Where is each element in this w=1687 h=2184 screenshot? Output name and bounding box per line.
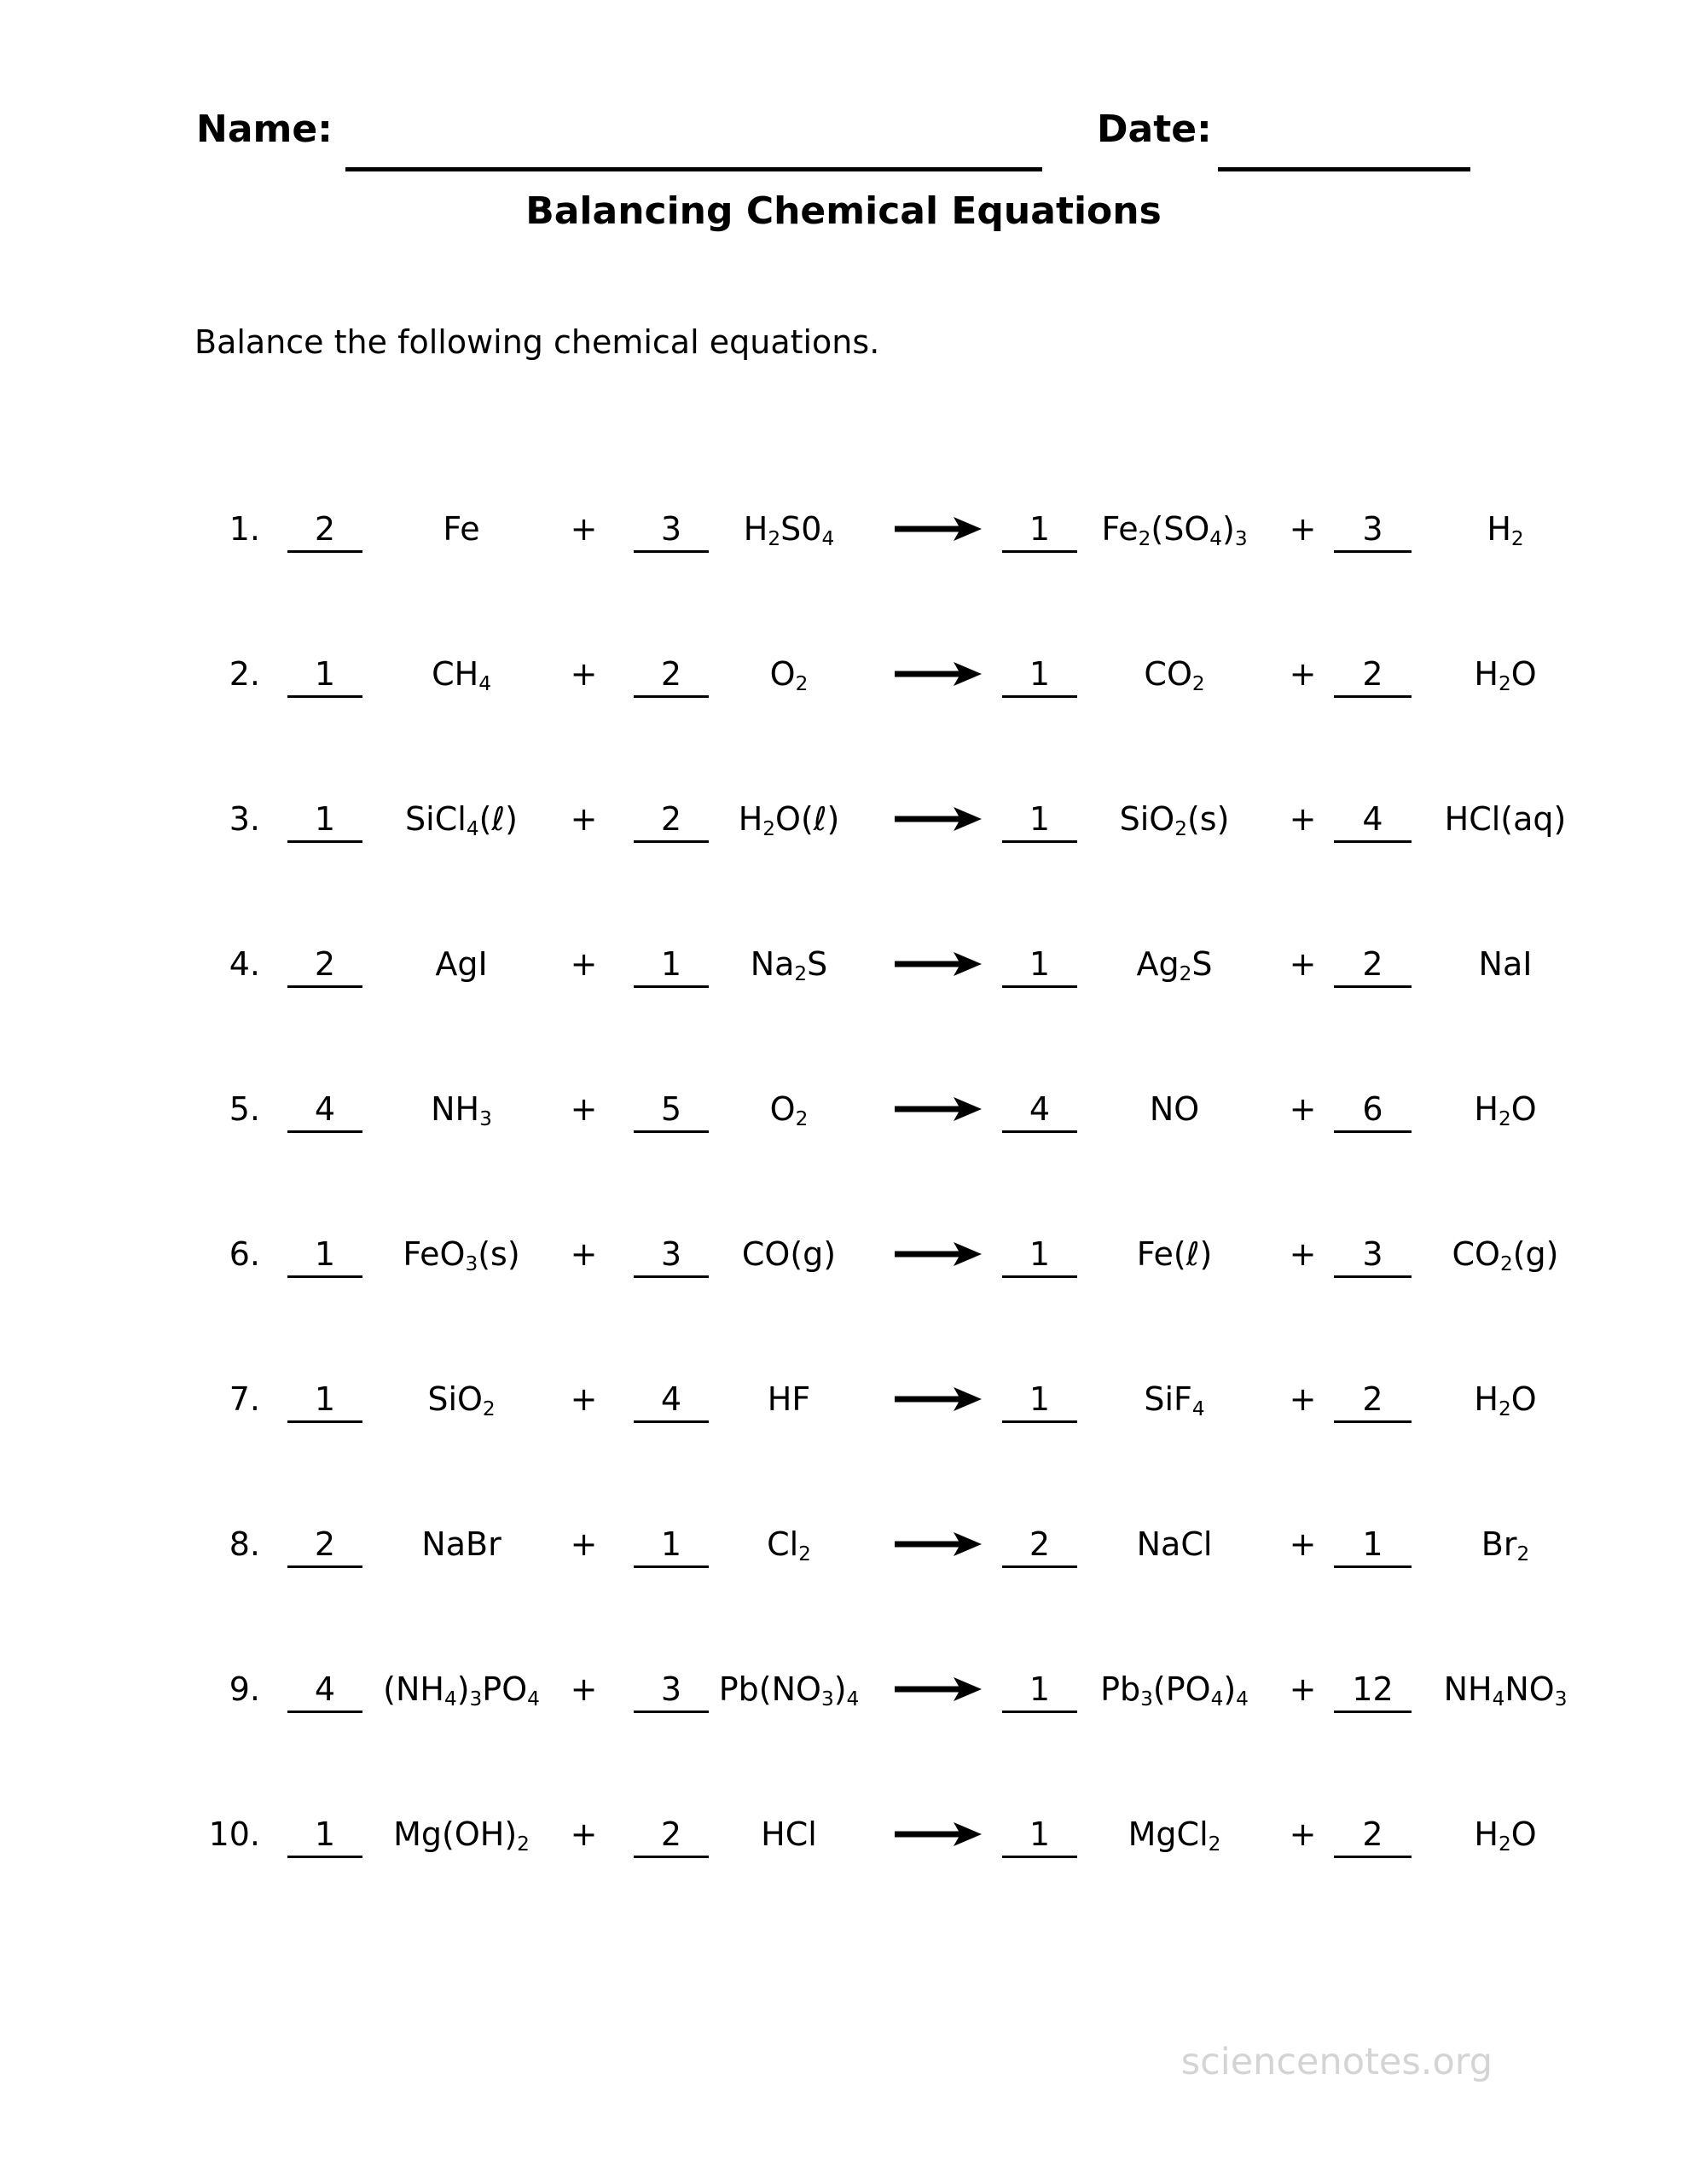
coefficient-value: 1 <box>660 1525 682 1563</box>
blank-underline <box>1002 1275 1077 1278</box>
product-2-formula: $H_2O$ <box>1474 1380 1537 1420</box>
coefficient-blank-4[interactable] <box>1332 642 1413 706</box>
site-watermark: sciencenotes.org <box>1180 2041 1493 2083</box>
product-2-formula: $CO_2(g)$ <box>1452 1235 1559 1275</box>
coefficient-value: 4 <box>660 1380 682 1418</box>
equation-row <box>0 1368 1687 1431</box>
plus-sign: + <box>570 1525 598 1563</box>
date-label: Date: <box>1097 107 1212 151</box>
blank-underline <box>1334 1420 1412 1423</box>
coefficient-blank-1[interactable] <box>286 1803 364 1866</box>
reactant-2-formula: $O_2$ <box>769 1090 809 1130</box>
blank-underline <box>1002 840 1077 843</box>
product-2-formula: NaI <box>1478 945 1533 983</box>
instruction-text: Balance the following chemical equations. <box>194 323 880 361</box>
yields-arrow-icon <box>891 932 985 996</box>
product-2-formula: $H_2$ <box>1487 510 1524 550</box>
coefficient-blank-1[interactable] <box>286 1513 364 1576</box>
reactant-2-formula: $Cl_2$ <box>767 1525 811 1565</box>
blank-underline <box>287 1130 362 1133</box>
reactant-2-formula: $Pb(NO_3)_4$ <box>718 1670 860 1711</box>
plus-sign: + <box>570 1380 598 1418</box>
blank-underline <box>634 1565 709 1568</box>
coefficient-blank-1[interactable] <box>286 642 364 706</box>
coefficient-blank-3[interactable] <box>1000 1223 1079 1286</box>
product-2-formula: HCl(aq) <box>1444 800 1567 838</box>
blank-underline <box>287 1565 362 1568</box>
coefficient-value: 2 <box>1362 1380 1383 1418</box>
coefficient-value: 2 <box>660 655 682 693</box>
blank-underline <box>1334 985 1412 988</box>
yields-arrow-icon <box>891 1803 985 1866</box>
coefficient-value: 1 <box>1029 510 1051 548</box>
equation-number: 4. <box>229 945 260 983</box>
blank-underline <box>1002 695 1077 698</box>
plus-sign: + <box>1289 1380 1317 1418</box>
plus-sign: + <box>570 1235 598 1273</box>
blank-underline <box>1002 1565 1077 1568</box>
plus-sign: + <box>1289 510 1317 548</box>
product-1-formula: NO <box>1149 1090 1200 1128</box>
product-1-formula: MgCl$_2$ <box>1128 1815 1221 1856</box>
equation-number: 3. <box>229 800 260 838</box>
coefficient-value: 5 <box>660 1090 682 1128</box>
equation-number: 9. <box>229 1670 260 1708</box>
blank-underline <box>287 985 362 988</box>
plus-sign: + <box>1289 945 1317 983</box>
coefficient-value: 1 <box>660 945 682 983</box>
coefficient-value: 2 <box>314 1525 336 1563</box>
coefficient-value: 4 <box>1362 800 1383 838</box>
equation-row <box>0 1223 1687 1286</box>
coefficient-value: 4 <box>314 1670 336 1708</box>
equation-row <box>0 932 1687 996</box>
coefficient-value: 1 <box>314 655 336 693</box>
reactant-1-formula: NaBr <box>421 1525 501 1563</box>
yields-arrow-icon <box>891 497 985 561</box>
product-2-formula: $H_2O$ <box>1474 1090 1537 1130</box>
coefficient-blank-3[interactable] <box>1000 1077 1079 1141</box>
coefficient-value: 1 <box>1029 1670 1051 1708</box>
product-1-formula: $Ag_2S$ <box>1136 945 1213 985</box>
reactant-1-formula: $(NH_4)_3PO_4$ <box>383 1670 540 1711</box>
blank-underline <box>634 550 709 553</box>
coefficient-blank-3[interactable] <box>1000 1803 1079 1866</box>
coefficient-value: 2 <box>1362 945 1383 983</box>
blank-underline <box>1002 1711 1077 1713</box>
coefficient-value: 3 <box>1362 1235 1383 1273</box>
reactant-2-formula: $Na_2S$ <box>750 945 828 985</box>
plus-sign: + <box>570 800 598 838</box>
blank-underline <box>287 840 362 843</box>
reactant-1-formula: AgI <box>435 945 488 983</box>
equation-row <box>0 1513 1687 1576</box>
product-1-formula: SiO$_2$(s) <box>1119 800 1230 840</box>
coefficient-blank-1[interactable] <box>286 932 364 996</box>
plus-sign: + <box>1289 1670 1317 1708</box>
plus-sign: + <box>570 510 598 548</box>
plus-sign: + <box>1289 1235 1317 1273</box>
coefficient-value: 6 <box>1362 1090 1383 1128</box>
coefficient-value: 1 <box>1029 945 1051 983</box>
coefficient-blank-4[interactable] <box>1332 1803 1413 1866</box>
yields-arrow-icon <box>891 642 985 706</box>
product-2-formula: $H_2O$ <box>1474 655 1537 695</box>
coefficient-value: 1 <box>1029 1380 1051 1418</box>
product-1-formula: $Fe_2(SO_4)_3$ <box>1101 510 1248 550</box>
blank-underline <box>1002 985 1077 988</box>
blank-underline <box>1002 550 1077 553</box>
coefficient-blank-1[interactable] <box>286 1368 364 1431</box>
coefficient-blank-3[interactable] <box>1000 1513 1079 1576</box>
coefficient-value: 2 <box>314 510 336 548</box>
blank-underline <box>1002 1130 1077 1133</box>
coefficient-blank-3[interactable] <box>1000 1658 1079 1721</box>
coefficient-value: 3 <box>660 510 682 548</box>
product-1-formula: $CO_2$ <box>1144 655 1205 695</box>
coefficient-value: 2 <box>1362 1815 1383 1853</box>
equation-row <box>0 787 1687 851</box>
blank-underline <box>1334 1130 1412 1133</box>
coefficient-value: 1 <box>314 1815 336 1853</box>
product-1-formula: SiF$_4$ <box>1144 1380 1205 1420</box>
reactant-2-formula: HCl <box>761 1815 817 1853</box>
coefficient-value: 2 <box>314 945 336 983</box>
coefficient-value: 2 <box>660 1815 682 1853</box>
coefficient-blank-1[interactable] <box>286 497 364 561</box>
blank-underline <box>1334 550 1412 553</box>
name-label: Name: <box>196 107 333 151</box>
yields-arrow-icon <box>891 1513 985 1576</box>
coefficient-value: 1 <box>1029 800 1051 838</box>
reactant-2-formula: CO(g) <box>741 1235 837 1273</box>
blank-underline <box>1334 1565 1412 1568</box>
coefficient-blank-1[interactable] <box>286 1077 364 1141</box>
plus-sign: + <box>570 655 598 693</box>
equation-number: 6. <box>229 1235 260 1273</box>
blank-underline <box>1002 1856 1077 1858</box>
product-1-formula: $Pb_3(PO_4)_4$ <box>1100 1670 1249 1711</box>
blank-underline <box>1002 1420 1077 1423</box>
coefficient-blank-1[interactable] <box>286 1658 364 1721</box>
coefficient-blank-1[interactable] <box>286 1223 364 1286</box>
yields-arrow-icon <box>891 787 985 851</box>
reactant-2-formula: HF <box>767 1380 811 1418</box>
coefficient-blank-4[interactable] <box>1332 1368 1413 1431</box>
coefficient-value: 1 <box>1362 1525 1383 1563</box>
reactant-1-formula: SiO$_2$ <box>427 1380 496 1420</box>
page-title: Balancing Chemical Equations <box>525 189 1162 233</box>
reactant-2-formula: $H_2O(\ell)$ <box>738 800 840 840</box>
plus-sign: + <box>1289 1815 1317 1853</box>
plus-sign: + <box>570 1090 598 1128</box>
equation-number: 10. <box>208 1815 260 1853</box>
plus-sign: + <box>570 1815 598 1853</box>
reactant-1-formula: Fe <box>443 510 480 548</box>
equation-row <box>0 1077 1687 1141</box>
equation-number: 2. <box>229 655 260 693</box>
plus-sign: + <box>570 1670 598 1708</box>
plus-sign: + <box>1289 1525 1317 1563</box>
plus-sign: + <box>1289 1090 1317 1128</box>
yields-arrow-icon <box>891 1368 985 1431</box>
blank-underline <box>287 695 362 698</box>
coefficient-value: 3 <box>1362 510 1383 548</box>
blank-underline <box>1334 1711 1412 1713</box>
coefficient-blank-3[interactable] <box>1000 1368 1079 1431</box>
equation-number: 7. <box>229 1380 260 1418</box>
product-1-formula: NaCl <box>1136 1525 1213 1563</box>
yields-arrow-icon <box>891 1658 985 1721</box>
equation-row <box>0 1658 1687 1721</box>
reactant-1-formula: $CH_4$ <box>432 655 491 695</box>
coefficient-value: 4 <box>314 1090 336 1128</box>
blank-underline <box>1334 840 1412 843</box>
coefficient-value: 3 <box>660 1670 682 1708</box>
blank-underline <box>634 1130 709 1133</box>
coefficient-value: 1 <box>314 800 336 838</box>
blank-underline <box>287 550 362 553</box>
reactant-1-formula: $Mg(OH)_2$ <box>393 1815 530 1856</box>
plus-sign: + <box>570 945 598 983</box>
equation-row <box>0 1803 1687 1866</box>
equation-row <box>0 642 1687 706</box>
reactant-2-formula: $H_2S0_4$ <box>743 510 835 550</box>
coefficient-value: 1 <box>1029 1815 1051 1853</box>
coefficient-value: 3 <box>660 1235 682 1273</box>
blank-underline <box>634 695 709 698</box>
plus-sign: + <box>1289 800 1317 838</box>
blank-underline <box>1334 695 1412 698</box>
blank-underline <box>1334 1856 1412 1858</box>
coefficient-value: 1 <box>1029 655 1051 693</box>
product-2-formula: $Br_2$ <box>1481 1525 1530 1565</box>
blank-underline <box>634 1856 709 1858</box>
blank-underline <box>287 1711 362 1713</box>
product-1-formula: Fe(ℓ) <box>1136 1235 1213 1273</box>
equation-row <box>0 497 1687 561</box>
blank-underline <box>287 1275 362 1278</box>
coefficient-value: 1 <box>314 1235 336 1273</box>
coefficient-blank-4[interactable] <box>1332 1223 1413 1286</box>
coefficient-blank-4[interactable] <box>1332 1513 1413 1576</box>
coefficient-blank-3[interactable] <box>1000 497 1079 561</box>
blank-underline <box>634 1420 709 1423</box>
coefficient-value: 2 <box>660 800 682 838</box>
blank-underline <box>634 840 709 843</box>
coefficient-value: 2 <box>1029 1525 1051 1563</box>
coefficient-blank-4[interactable] <box>1332 497 1413 561</box>
coefficient-blank-3[interactable] <box>1000 932 1079 996</box>
coefficient-blank-3[interactable] <box>1000 787 1079 851</box>
equation-number: 5. <box>229 1090 260 1128</box>
equation-number: 8. <box>229 1525 260 1563</box>
equation-number: 1. <box>229 510 260 548</box>
coefficient-blank-1[interactable] <box>286 787 364 851</box>
coefficient-value: 4 <box>1029 1090 1051 1128</box>
coefficient-value: 12 <box>1352 1670 1394 1708</box>
blank-underline <box>287 1420 362 1423</box>
blank-underline <box>634 985 709 988</box>
reactant-1-formula: $NH_3$ <box>431 1090 492 1130</box>
reactant-1-formula: FeO$_3$(s) <box>403 1235 520 1275</box>
coefficient-value: 1 <box>314 1380 336 1418</box>
blank-underline <box>287 1856 362 1858</box>
blank-underline <box>634 1711 709 1713</box>
coefficient-blank-4[interactable] <box>1332 1077 1413 1141</box>
product-2-formula: $NH_4NO_3$ <box>1443 1670 1568 1711</box>
coefficient-blank-4[interactable] <box>1332 787 1413 851</box>
reactant-2-formula: $O_2$ <box>769 655 809 695</box>
coefficient-blank-4[interactable] <box>1332 932 1413 996</box>
yields-arrow-icon <box>891 1077 985 1141</box>
product-2-formula: $H_2O$ <box>1474 1815 1537 1856</box>
plus-sign: + <box>1289 655 1317 693</box>
blank-underline <box>1334 1275 1412 1278</box>
yields-arrow-icon <box>891 1223 985 1286</box>
reactant-1-formula: SiCl$_4$(ℓ) <box>405 800 518 840</box>
blank-underline <box>634 1275 709 1278</box>
coefficient-value: 1 <box>1029 1235 1051 1273</box>
coefficient-blank-3[interactable] <box>1000 642 1079 706</box>
coefficient-value: 2 <box>1362 655 1383 693</box>
coefficient-blank-4[interactable] <box>1332 1658 1413 1721</box>
